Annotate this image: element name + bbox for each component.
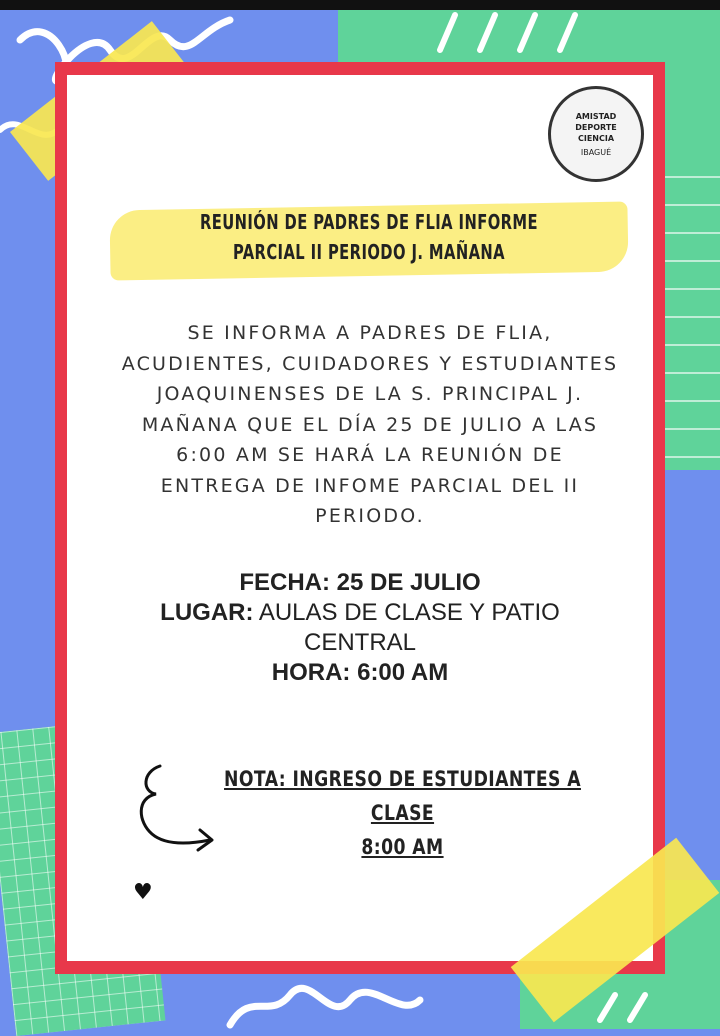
status-bar [0,0,720,10]
hora-label: HORA: [271,659,351,686]
body-line: 6:00 AM SE HARÁ LA REUNIÓN DE [176,444,564,466]
body-line: MAÑANA QUE EL DÍA 25 DE JULIO A LAS [141,413,599,436]
lugar-value-cont: CENTRAL [303,629,417,656]
school-seal-logo [548,86,644,182]
body-line: ACUDIENTES, CUIDADORES Y ESTUDIANTES [121,352,619,375]
hora-row [110,658,610,688]
lugar-row-cont [110,628,610,658]
fecha-value: 25 DE JULIO [336,569,481,596]
body-line: ENTREGA DE INFOME PARCIAL DEL II [160,474,580,497]
fecha-label: FECHA: [239,569,330,596]
announcement-body [110,318,630,532]
flyer-title [110,207,628,267]
body-line: PERIODO. [315,505,425,527]
lugar-row [110,598,610,628]
logo-city: IBAGUÉ [580,148,612,157]
logo-word-ciencia: CIENCIA [577,134,615,143]
body-line: SE INFORMA A PADRES DE FLIA, [187,322,553,344]
heart-icon: ♥ [133,880,153,905]
logo-word-amistad: AMISTAD [575,112,617,121]
body-line: JOAQUINENSES DE LA S. PRINCIPAL J. [156,383,584,405]
note-block [180,762,625,864]
lugar-label: LUGAR: [160,599,254,626]
note-line-2: 8:00 AM [361,835,444,859]
note-line-1: NOTA: INGRESO DE ESTUDIANTES A CLASE [224,767,581,825]
fecha-row [110,568,610,598]
logo-word-deporte: DEPORTE [575,123,617,132]
title-line-1: REUNIÓN DE PADRES DE FLIA INFORME [199,210,539,234]
event-details [110,568,610,688]
title-line-2: PARCIAL II PERIODO J. MAÑANA [232,240,506,264]
hora-value: 6:00 AM [357,659,449,686]
lugar-value: AULAS DE CLASE Y PATIO [258,599,560,626]
